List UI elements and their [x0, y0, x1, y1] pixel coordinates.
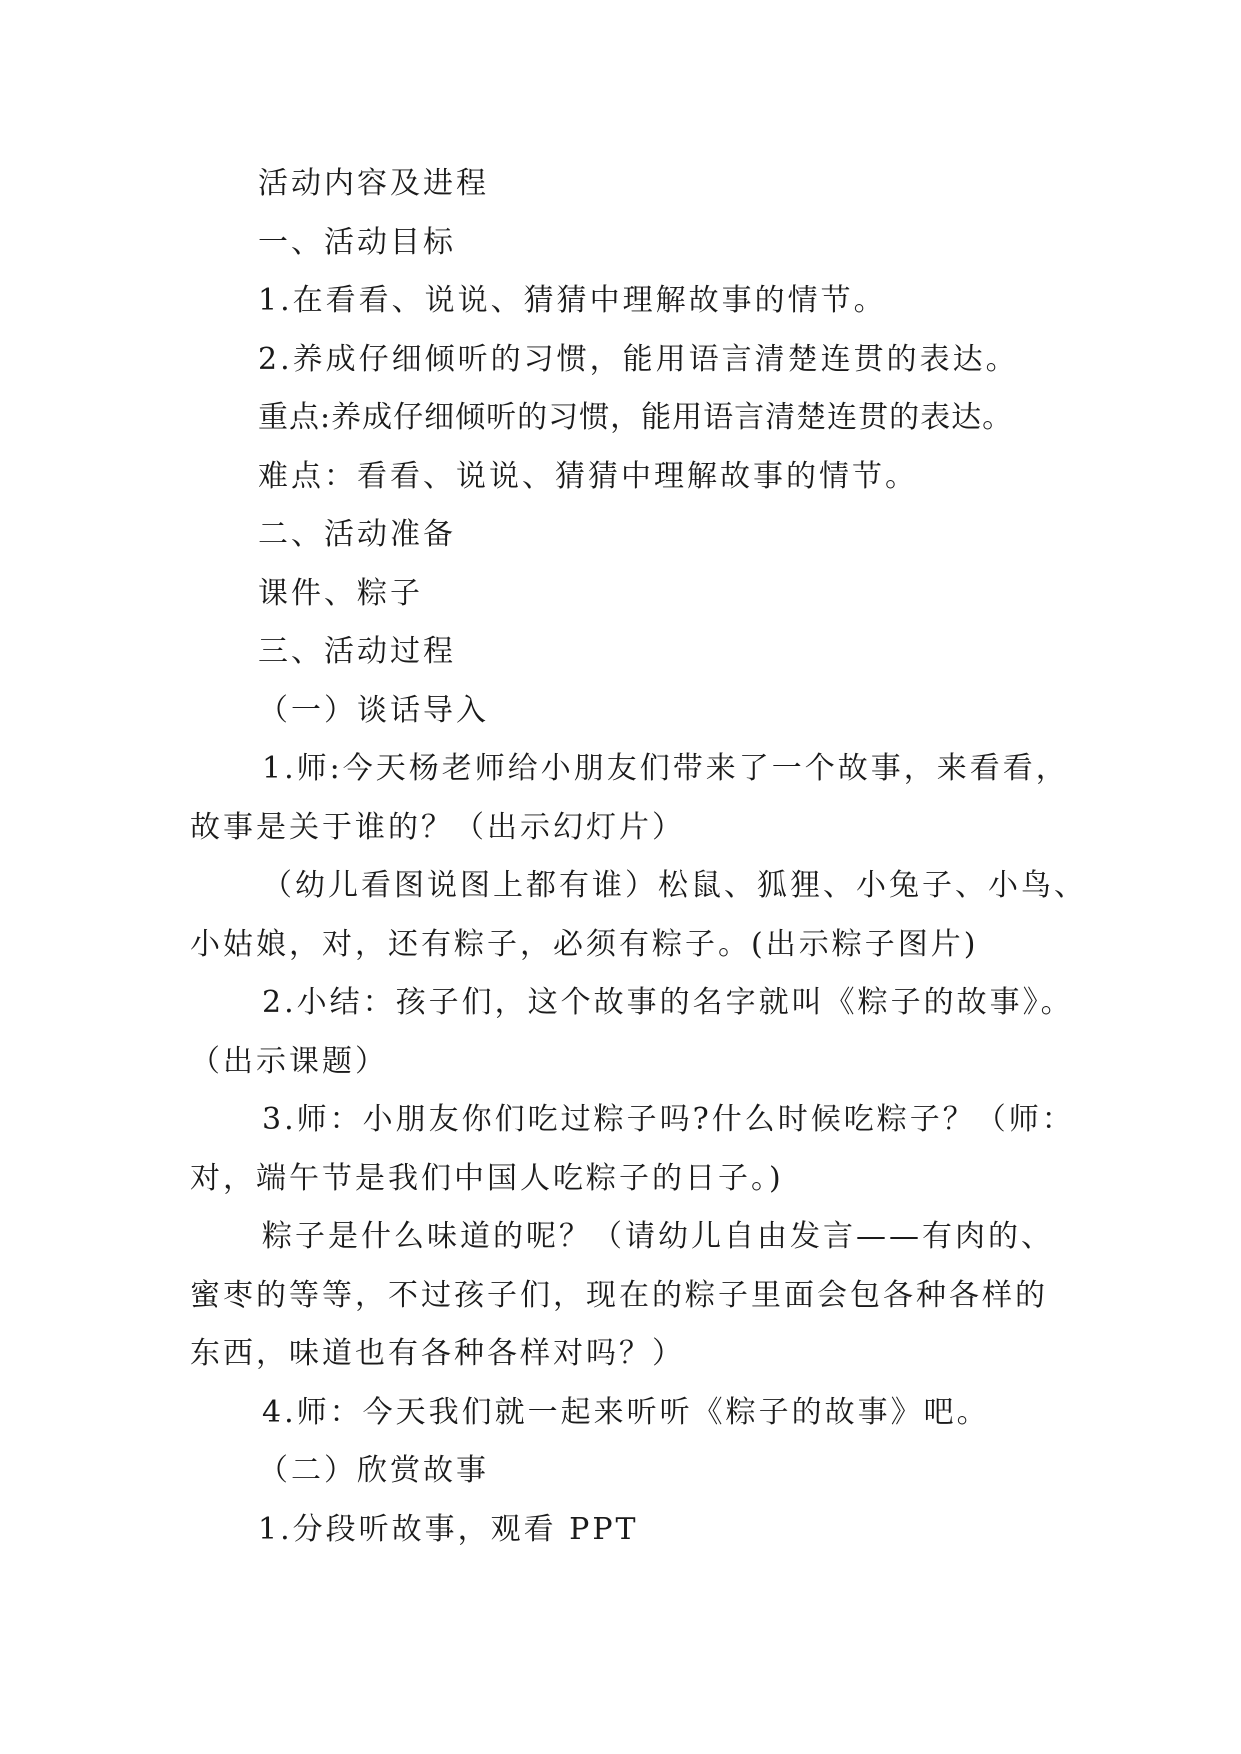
paragraph-continuation: 小姑娘，对，还有粽子，必须有粽子。(出示粽子图片) — [190, 926, 979, 962]
paragraph-continuation: 蜜枣的等等，不过孩子们，现在的粽子里面会包各种各样的 — [190, 1277, 1048, 1313]
section-heading: 三、活动过程 — [258, 634, 456, 669]
paragraph-continuation: 故事是关于谁的？（出示幻灯片） — [190, 809, 685, 845]
paragraph: 4.师：今天我们就一起来听听《粽子的故事》吧。 — [262, 1394, 990, 1430]
paragraph-continuation: 对，端午节是我们中国人吃粽子的日子。) — [190, 1160, 784, 1196]
paragraph: 1.在看看、说说、猜猜中理解故事的情节。 — [258, 283, 887, 318]
paragraph-continuation: 东西，味道也有各种各样对吗？） — [190, 1336, 685, 1371]
paragraph: 课件、粽子 — [258, 575, 423, 611]
paragraph: 2.小结：孩子们，这个故事的名字就叫《粽子的故事》。 — [262, 985, 1074, 1020]
paragraph: 1.分段听故事，观看 PPT — [258, 1511, 639, 1547]
paragraph: 难点：看看、说说、猜猜中理解故事的情节。 — [258, 458, 918, 494]
paragraph: 粽子是什么味道的呢？（请幼儿自由发言——有肉的、 — [262, 1219, 1054, 1254]
paragraph: （幼儿看图说图上都有谁）松鼠、狐狸、小兔子、小鸟、 — [262, 868, 1087, 903]
paragraph-continuation: （出示课题） — [190, 1043, 388, 1079]
section-heading: 活动内容及进程 — [258, 166, 489, 201]
paragraph: 3.师：小朋友你们吃过粽子吗?什么时候吃粽子？（师： — [262, 1102, 1075, 1137]
paragraph: 1.师:今天杨老师给小朋友们带来了一个故事，来看看， — [262, 751, 1069, 786]
section-heading: 二、活动准备 — [258, 517, 456, 552]
subsection-heading: （一）谈话导入 — [258, 692, 489, 728]
document-body — [190, 155, 1090, 1559]
subsection-heading: （二）欣赏故事 — [258, 1453, 489, 1488]
paragraph: 重点:养成仔细倾听的习惯，能用语言清楚连贯的表达。 — [258, 400, 1014, 435]
section-heading: 一、活动目标 — [258, 224, 456, 260]
paragraph: 2.养成仔细倾听的习惯，能用语言清楚连贯的表达。 — [258, 341, 1019, 377]
